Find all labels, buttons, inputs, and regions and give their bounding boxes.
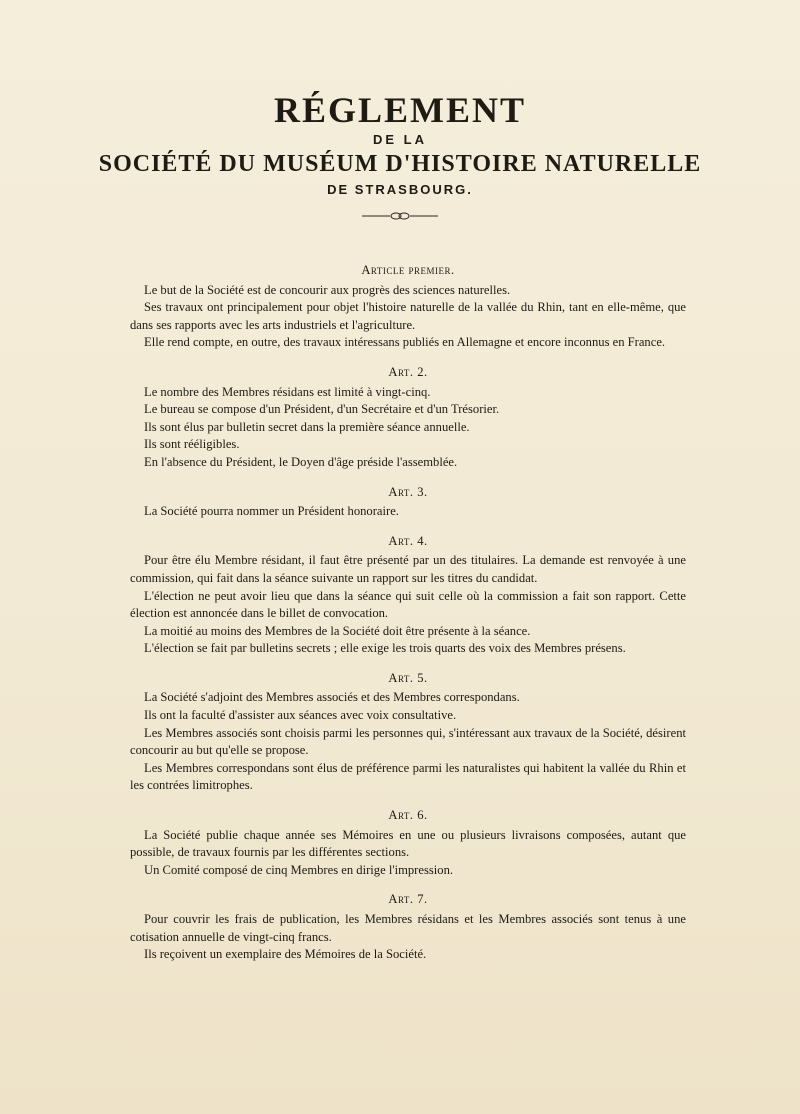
article-paragraph: Un Comité composé de cinq Membres en dirige l'impression. [144,862,454,877]
article-paragraph: L'élection se fait par bulletins secrets ; elle exige les trois quarts des voix des Membres présens. [144,641,626,656]
article-section [130,262,686,352]
article-section [130,533,686,658]
article-paragraph: La Société s'adjoint des Membres associés et des Membres correspondans. [144,690,520,705]
article-paragraph: En l'absence du Président, le Doyen d'âge préside l'assemblée. [144,454,458,469]
article-paragraph: La Société publie chaque année ses Mémoires en une ou plusieurs livraisons composées, autant que possible, de travaux fournis par les différentes sections. [130,827,686,860]
article-paragraph: Les Membres associés sont choisis parmi les personnes qui, s'intéressant aux travaux de la Société, désirent concourir au but qu'elle se propose. [130,725,686,758]
article-paragraph: Le bureau se compose d'un Président, d'un Secrétaire et d'un Trésorier. [144,402,500,417]
article-section [130,484,686,521]
document-header [0,90,800,221]
article-paragraph: Le but de la Société est de concourir aux progrès des sciences naturelles. [144,282,511,297]
article-heading: Art. 3. [388,484,428,499]
article-section [130,807,686,879]
article-paragraph: Elle rend compte, en outre, des travaux intéressans publiés en Allemagne et encore inconnus en France. [144,335,666,350]
article-heading: Art. 2. [388,364,428,379]
article-paragraph: Ses travaux ont principalement pour objet l'histoire naturelle de la vallée du Rhin, tant en elle-même, que dans ses rapports avec les arts industriels et l'agriculture. [130,300,686,332]
article-paragraph: Ils sont élus par bulletin secret dans la première séance annuelle. [144,419,470,434]
article-heading: Art. 6. [388,808,428,823]
article-heading: Art. 4. [388,533,428,548]
society-name: SOCIÉTÉ DU MUSÉUM D'HISTOIRE NATURELLE [98,151,702,177]
article-paragraph: Pour couvrir les frais de publication, les Membres résidans et les Membres associés sont tenus à une cotisation annuelle de vingt-cinq francs. [130,912,686,944]
article-paragraph: Le nombre des Membres résidans est limité à vingt-cinq. [144,384,431,399]
article-paragraph: Les Membres correspondans sont élus de préférence parmi les naturalistes qui habitent la vallée du Rhin et les contrées limitrophes. [130,760,686,793]
article-section [130,364,686,472]
article-paragraph: Ils ont la faculté d'assister aux séances avec voix consultative. [144,708,457,723]
article-heading: Art. 5. [388,670,428,685]
article-paragraph: L'élection ne peut avoir lieu que dans la séance qui suit celle où la commission a fait son rapport. Cette élection est annoncée dans le billet de convocation. [130,588,686,621]
article-heading: Article premier. [361,263,455,277]
articles-body [130,262,686,964]
article-paragraph: Ils reçoivent un exemplaire des Mémoires de la Société. [144,947,427,962]
article-paragraph: La Société pourra nommer un Président honoraire. [144,504,399,519]
city-name: DE STRASBOURG. [327,182,473,197]
article-section [130,891,686,963]
article-heading: Art. 7. [388,892,428,907]
article-paragraph: Pour être élu Membre résidant, il faut être présenté par un des titulaires. La demande est renvoyée à une commission, qui fait dans la séance suivante un rapport sur les titres du candidat. [130,553,686,585]
document-title: RÉGLEMENT [273,90,527,130]
article-paragraph: Ils sont rééligibles. [144,437,240,452]
article-section [130,670,686,795]
ornament-divider-icon [360,211,440,221]
title-connector: DE LA [373,132,427,147]
article-paragraph: La moitié au moins des Membres de la Société doit être présente à la séance. [144,623,531,638]
